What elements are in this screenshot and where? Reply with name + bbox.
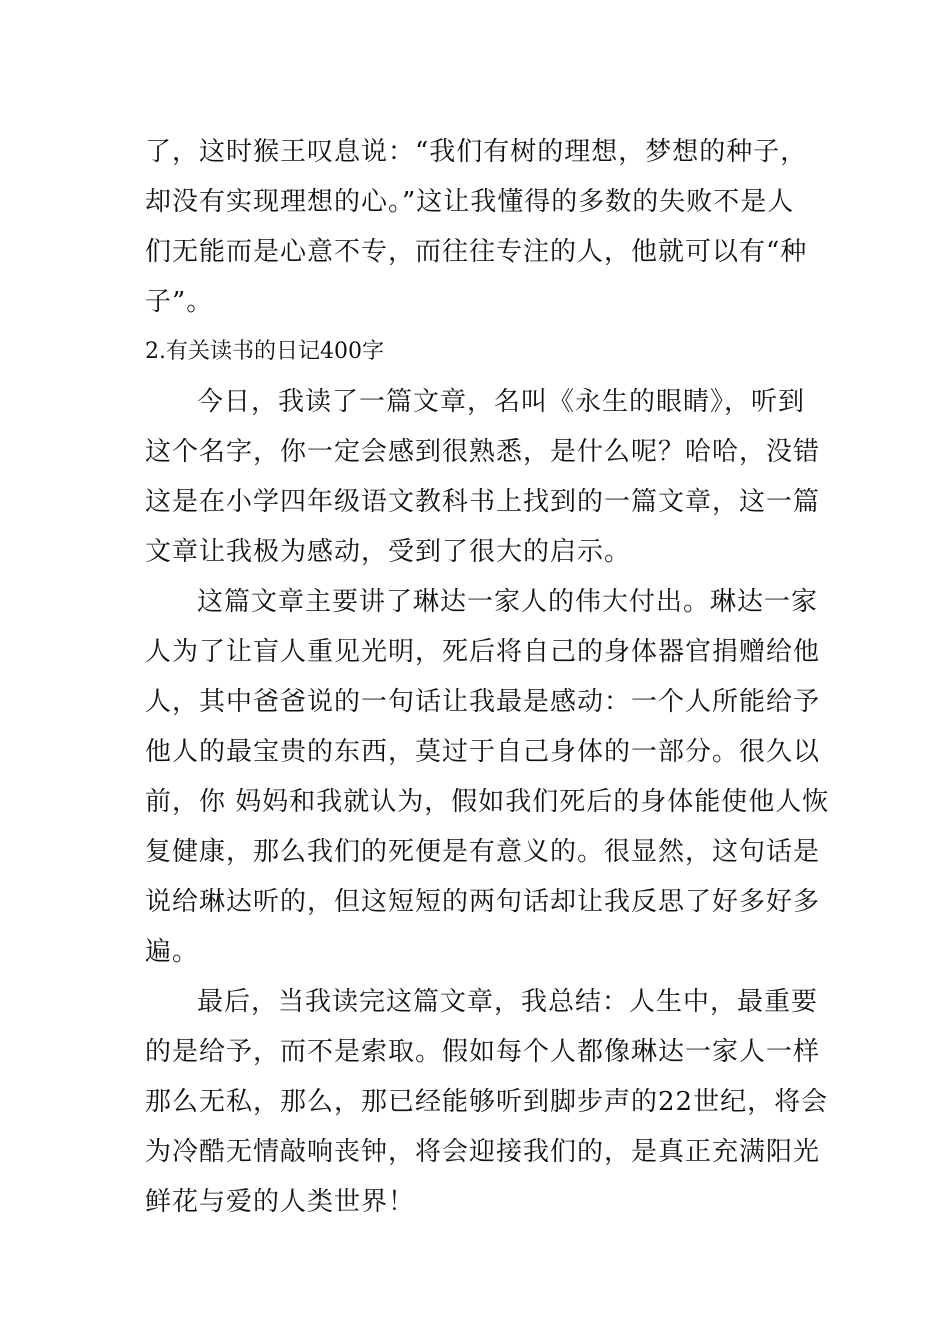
text-line: 的是给予，而不是索取。假如每个人都像琳达一家人一样 [145, 1037, 821, 1067]
text-line: 人为了让盲人重见光明，死后将自己的身体器官捐赠给他 [145, 637, 821, 667]
text-line: 最后，当我读完这篇文章，我总结：人生中，最重要 [197, 987, 819, 1017]
text-line: 这篇文章主要讲了琳达一家人的伟大付出。琳达一家 [197, 587, 819, 617]
text-line: 鲜花与爱的人类世界！ [145, 1187, 416, 1217]
text-line: 了，这时猴王叹息说：“我们有树的理想，梦想的种子， [145, 137, 808, 167]
text-line: 说给琳达听的，但这短短的两句话却让我反思了好多好多 [145, 887, 821, 917]
text-line: 遍。 [145, 937, 200, 967]
text-line: 复健康，那么我们的死便是有意义的。很显然，这句话是 [145, 837, 821, 867]
text-line: 他人的最宝贵的东西，莫过于自己身体的一部分。很久以 [145, 737, 821, 767]
text-line: 人，其中爸爸说的一句话让我最是感动：一个人所能给予 [145, 687, 821, 717]
text-line: 为冷酷无情敲响丧钟，将会迎接我们的，是真正充满阳光 [145, 1137, 821, 1167]
text-line: 这个名字，你一定会感到很熟悉，是什么呢？哈哈，没错 [145, 437, 821, 467]
section-heading: 2.有关读书的日记400字 [145, 339, 384, 364]
text-line: 前，你 妈妈和我就认为，假如我们死后的身体能使他人恢 [145, 787, 830, 817]
text-line: 今日，我读了一篇文章，名叫《永生的眼睛》，听到 [197, 387, 806, 417]
text-line: 文章让我极为感动，受到了很大的启示。 [145, 537, 632, 567]
text-line: 子”。 [145, 287, 214, 317]
text-line: 那么无私，那么，那已经能够听到脚步声的22世纪，将会 [145, 1087, 829, 1117]
text-line: 这是在小学四年级语文教科书上找到的一篇文章，这一篇 [145, 487, 821, 517]
text-line: 们无能而是心意不专，而往往专注的人，他就可以有“种 [145, 237, 808, 267]
text-line: 却没有实现理想的心。”这让我懂得的多数的失败不是人 [145, 187, 795, 217]
